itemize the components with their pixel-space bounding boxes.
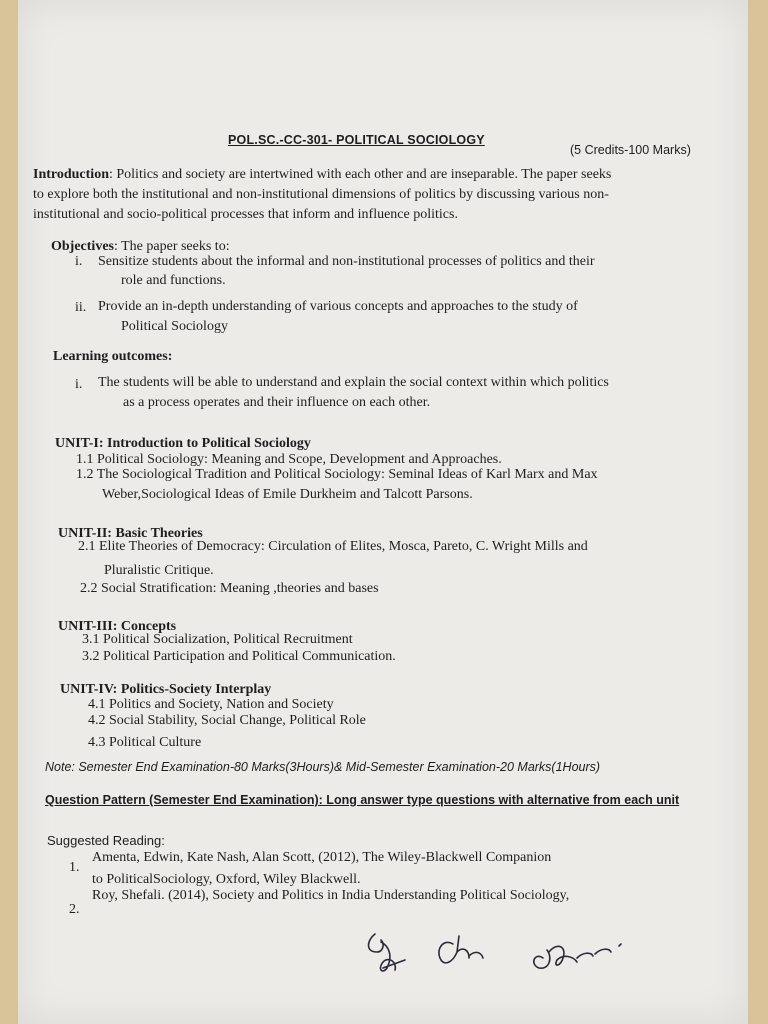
unit-4-line: 4.3 Political Culture	[88, 735, 202, 750]
unit-4-line: 4.2 Social Stability, Social Change, Political Role	[88, 713, 366, 728]
credits-label: (5 Credits-100 Marks)	[570, 143, 691, 157]
reading-number: 2.	[69, 902, 80, 917]
reading-number: 1.	[69, 860, 80, 875]
unit-4-title: UNIT-IV: Politics-Society Interplay	[60, 682, 272, 697]
unit-4-line: 4.1 Politics and Society, Nation and Society	[88, 697, 334, 712]
introduction-line-1: Introduction: Politics and society are intertwined with each other and are inseparable. The paper seeks	[33, 167, 612, 182]
signature-1	[369, 934, 406, 971]
unit-2-title: UNIT-II: Basic Theories	[58, 526, 203, 541]
unit-1-line: 1.2 The Sociological Tradition and Political Sociology: Seminal Ideas of Karl Marx and Max	[76, 467, 598, 482]
unit-3-title: UNIT-III: Concepts	[58, 619, 177, 634]
objective-number: i.	[75, 254, 83, 269]
unit-3-line: 3.1 Political Socialization, Political Recruitment	[82, 632, 353, 647]
exam-note: Note: Semester End Examination-80 Marks(3Hours)& Mid-Semester Examination-20 Marks(1Hours)	[45, 760, 601, 774]
objective-text-cont: role and functions.	[121, 273, 226, 288]
introduction-line-3: institutional and socio-political processes that inform and influence politics.	[33, 207, 458, 222]
unit-1-title: UNIT-I: Introduction to Political Sociology	[55, 436, 311, 451]
introduction-label: Introduction	[33, 167, 109, 182]
unit-2-line: 2.2 Social Stratification: Meaning ,theories and bases	[80, 581, 379, 596]
handwritten-signatures	[353, 922, 643, 992]
outcome-text-cont: as a process operates and their influence on each other.	[123, 395, 431, 410]
unit-2-line: 2.1 Elite Theories of Democracy: Circulation of Elites, Mosca, Pareto, C. Wright Mills and	[78, 539, 588, 554]
suggested-reading-heading: Suggested Reading:	[47, 833, 165, 848]
unit-2-line: Pluralistic Critique.	[104, 563, 214, 578]
objective-text: Provide an in-depth understanding of various concepts and approaches to the study of	[98, 299, 578, 314]
unit-1-line: 1.1 Political Sociology: Meaning and Scope, Development and Approaches.	[76, 452, 502, 467]
reading-text-cont: to PoliticalSociology, Oxford, Wiley Blackwell.	[92, 872, 361, 887]
introduction-line-2: to explore both the institutional and non-institutional dimensions of politics by discussing various non-	[33, 187, 609, 202]
signature-2	[439, 936, 483, 963]
reading-text: Roy, Shefali. (2014), Society and Politics in India Understanding Political Sociology,	[92, 888, 570, 903]
outcome-text: The students will be able to understand and explain the social context within which politics	[98, 375, 609, 390]
objective-number: ii.	[75, 300, 87, 315]
page-title: POL.SC.-CC-301- POLITICAL SOCIOLOGY	[228, 133, 485, 147]
objective-text-cont: Political Sociology	[121, 319, 228, 334]
question-pattern: Question Pattern (Semester End Examination): Long answer type questions with alternative from each unit	[45, 793, 680, 807]
signature-3	[534, 944, 621, 968]
objectives-heading: Objectives: The paper seeks to:	[51, 239, 230, 254]
unit-1-line: Weber,Sociological Ideas of Emile Durkheim and Talcott Parsons.	[102, 487, 473, 502]
outcome-number: i.	[75, 377, 83, 392]
learning-outcomes-heading: Learning outcomes:	[53, 349, 173, 364]
objective-text: Sensitize students about the informal and non-institutional processes of politics and their	[98, 254, 595, 269]
document-page	[18, 0, 748, 1024]
unit-3-line: 3.2 Political Participation and Political Communication.	[82, 649, 396, 664]
reading-text: Amenta, Edwin, Kate Nash, Alan Scott, (2012), The Wiley-Blackwell Companion	[92, 850, 552, 865]
